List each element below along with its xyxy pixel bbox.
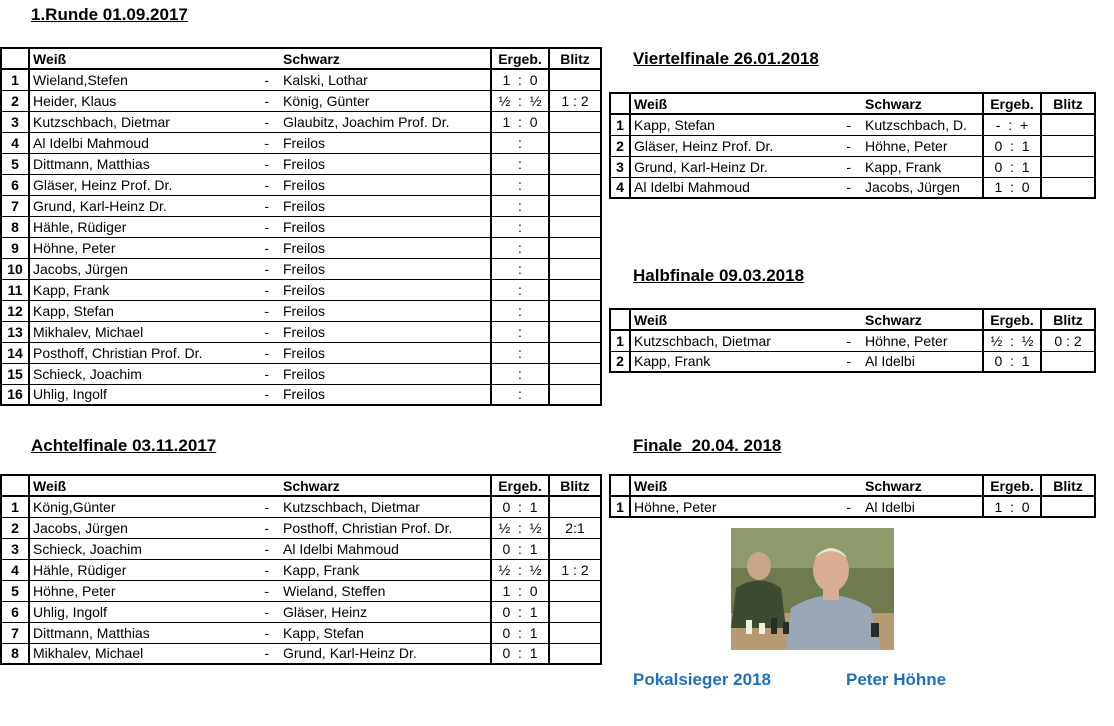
header-white: Weiß (630, 309, 843, 330)
result-score: ½ : ½ (983, 330, 1041, 351)
blitz-score (549, 132, 601, 153)
table-row (1, 132, 601, 153)
table-row (1, 496, 601, 517)
black-player: Posthoff, Christian Prof. Dr. (271, 517, 491, 538)
blitz-score (549, 538, 601, 559)
table-row (610, 496, 1095, 517)
black-player: Freilos (271, 216, 491, 237)
winner-photo (731, 528, 894, 650)
table-row (1, 622, 601, 643)
black-player: Jacobs, Jürgen (865, 179, 960, 196)
vs-dash: - (261, 300, 271, 321)
table-row (610, 351, 1095, 372)
vs-dash: - (261, 559, 271, 580)
heading-halbfinale: Halbfinale 09.03.2018 (633, 266, 805, 285)
row-number: 6 (1, 601, 29, 622)
header-dash (843, 93, 853, 114)
result-score: 0 : 1 (491, 622, 549, 643)
table-row (1, 363, 601, 384)
result-score: 0 : 1 (983, 135, 1041, 156)
white-player: Gläser, Heinz Prof. Dr. (29, 174, 261, 195)
table-finale (609, 474, 1096, 518)
blitz-score (549, 216, 601, 237)
row-number: 6 (1, 174, 29, 195)
row-number: 9 (1, 237, 29, 258)
result-score: : (491, 237, 549, 258)
black-player: Al Idelbi (865, 498, 915, 515)
winner-name: Peter Höhne (846, 670, 947, 689)
vs-dash: - (261, 237, 271, 258)
black-player: Freilos (271, 195, 491, 216)
white-player: Jacobs, Jürgen (29, 258, 261, 279)
blitz-score (549, 384, 601, 405)
vs-dash: - (261, 601, 271, 622)
row-number: 7 (1, 195, 29, 216)
white-player: Hähle, Rüdiger (29, 559, 261, 580)
black-player: Freilos (271, 258, 491, 279)
vs-dash: - (261, 195, 271, 216)
black-player: Al Idelbi (865, 353, 915, 370)
result-score: 1 : 0 (983, 177, 1041, 198)
blitz-score: 1 : 2 (549, 559, 601, 580)
header-num (1, 475, 29, 496)
blitz-score (549, 622, 601, 643)
table-header-row (610, 309, 1095, 330)
header-white: Weiß (630, 475, 843, 496)
header-result: Ergeb. (491, 475, 549, 496)
header-blitz: Blitz (1041, 475, 1095, 496)
blitz-score (549, 153, 601, 174)
row-number: 15 (1, 363, 29, 384)
blitz-score (549, 601, 601, 622)
black-player: Kapp, Frank (271, 559, 491, 580)
white-player: Höhne, Peter (634, 498, 717, 515)
result-score: : (491, 363, 549, 384)
table-row (1, 342, 601, 363)
blitz-score: 0 : 2 (1041, 330, 1095, 351)
table-row (610, 177, 1095, 198)
black-player: Freilos (271, 237, 491, 258)
table-header-row (1, 48, 601, 69)
black-player: Freilos (271, 279, 491, 300)
white-player: Grund, Karl-Heinz Dr. (630, 156, 843, 177)
vs-dash: - (261, 580, 271, 601)
blitz-score (549, 342, 601, 363)
result-score: 0 : 1 (491, 538, 549, 559)
row-number: 2 (610, 135, 630, 156)
white-player: Kapp, Frank (29, 279, 261, 300)
result-score: 1 : 0 (491, 580, 549, 601)
white-player: Schieck, Joachim (29, 538, 261, 559)
result-score: - : + (983, 114, 1041, 135)
white-player: Jacobs, Jürgen (29, 517, 261, 538)
header-blitz: Blitz (1041, 93, 1095, 114)
black-player: Glaubitz, Joachim Prof. Dr. (271, 111, 491, 132)
vs-dash: - (261, 496, 271, 517)
header-black: Schwarz (271, 48, 491, 69)
row-number: 7 (1, 622, 29, 643)
black-player: Wieland, Steffen (271, 580, 491, 601)
vs-dash: - (261, 321, 271, 342)
table-row (1, 216, 601, 237)
heading-achtelfinale: Achtelfinale 03.11.2017 (31, 436, 217, 455)
result-score: ½ : ½ (491, 559, 549, 580)
header-blitz: Blitz (1041, 309, 1095, 330)
header-num (610, 475, 630, 496)
blitz-score (549, 258, 601, 279)
table-row (610, 135, 1095, 156)
table-row (1, 321, 601, 342)
white-player: König,Günter (29, 496, 261, 517)
header-white: Weiß (29, 475, 261, 496)
table-row (1, 559, 601, 580)
black-player: Höhne, Peter (853, 330, 983, 351)
vs-dash: - (261, 363, 271, 384)
white-player: Grund, Karl-Heinz Dr. (29, 195, 261, 216)
white-player: Dittmann, Matthias (29, 622, 261, 643)
white-player: Uhlig, Ingolf (33, 386, 107, 403)
header-result: Ergeb. (491, 48, 549, 69)
row-number: 8 (1, 216, 29, 237)
white-player: Posthoff, Christian Prof. Dr. (29, 342, 261, 363)
blitz-score (1041, 156, 1095, 177)
blitz-score (549, 496, 601, 517)
black-player: Kalski, Lothar (271, 69, 491, 90)
vs-dash: - (846, 498, 851, 515)
vs-dash: - (261, 132, 271, 153)
vs-dash: - (843, 156, 853, 177)
blitz-score (549, 363, 601, 384)
blitz-score (549, 279, 601, 300)
black-player: Freilos (271, 363, 491, 384)
vs-dash: - (261, 69, 271, 90)
black-player: Freilos (283, 386, 326, 403)
vs-dash: - (261, 216, 271, 237)
result-score: ½ : ½ (491, 90, 549, 111)
white-player: Höhne, Peter (29, 237, 261, 258)
header-dash (843, 475, 853, 496)
header-black: Schwarz (853, 475, 983, 496)
result-score: : (491, 258, 549, 279)
blitz-score (549, 321, 601, 342)
table-row (1, 300, 601, 321)
black-player: Freilos (271, 174, 491, 195)
row-number: 1 (610, 114, 630, 135)
result-score: : (491, 174, 549, 195)
result-score: : (491, 342, 549, 363)
table-row (1, 384, 601, 405)
white-player: Kutzschbach, Dietmar (29, 111, 261, 132)
vs-dash: - (843, 114, 853, 135)
vs-dash: - (261, 90, 271, 111)
header-blitz: Blitz (549, 475, 601, 496)
white-player: Kutzschbach, Dietmar (630, 330, 843, 351)
blitz-score (549, 300, 601, 321)
row-number: 10 (1, 258, 29, 279)
blitz-score (1041, 351, 1095, 372)
white-player: Al Idelbi Mahmoud (634, 179, 750, 196)
header-white: Weiß (630, 93, 843, 114)
table-runde1 (0, 47, 602, 406)
row-number: 4 (1, 559, 29, 580)
heading-finale: Finale 20.04. 2018 (633, 436, 782, 455)
header-result: Ergeb. (983, 475, 1041, 496)
white-player: Mikhalev, Michael (29, 321, 261, 342)
row-number: 5 (1, 153, 29, 174)
row-number: 4 (1, 132, 29, 153)
blitz-score (549, 643, 601, 664)
vs-dash: - (261, 258, 271, 279)
result-score: : (491, 300, 549, 321)
header-result: Ergeb. (983, 309, 1041, 330)
table-row (1, 517, 601, 538)
white-player: Kapp, Stefan (630, 114, 843, 135)
heading-runde1: 1.Runde 01.09.2017 (31, 5, 188, 24)
black-player: Freilos (271, 321, 491, 342)
table-row (1, 279, 601, 300)
table-row (1, 580, 601, 601)
white-player: Wieland,Stefen (29, 69, 261, 90)
black-player: Kutzschbach, Dietmar (271, 496, 491, 517)
white-player: Hähle, Rüdiger (29, 216, 261, 237)
black-player: Freilos (271, 342, 491, 363)
header-num (610, 309, 630, 330)
result-score: 0 : 1 (491, 643, 549, 664)
white-player: Heider, Klaus (29, 90, 261, 111)
header-num (1, 48, 29, 69)
table-row (1, 195, 601, 216)
header-black: Schwarz (271, 475, 491, 496)
row-number: 11 (1, 279, 29, 300)
white-player: Kapp, Frank (634, 353, 711, 370)
result-score: : (491, 279, 549, 300)
table-row (1, 69, 601, 90)
white-player: Uhlig, Ingolf (29, 601, 261, 622)
table-row (610, 114, 1095, 135)
white-player: Mikhalev, Michael (33, 645, 144, 662)
heading-viertelfinale: Viertelfinale 26.01.2018 (633, 49, 819, 68)
blitz-score (549, 111, 601, 132)
vs-dash: - (846, 179, 851, 196)
table-header-row (610, 475, 1095, 496)
vs-dash: - (264, 645, 269, 662)
result-score: 1 : 0 (491, 111, 549, 132)
header-black: Schwarz (853, 93, 983, 114)
blitz-score (549, 195, 601, 216)
row-number: 3 (1, 111, 29, 132)
vs-dash: - (261, 279, 271, 300)
result-score: : (491, 321, 549, 342)
header-white: Weiß (29, 48, 261, 69)
row-number: 12 (1, 300, 29, 321)
blitz-score: 1 : 2 (549, 90, 601, 111)
table-header-row (1, 475, 601, 496)
black-player: Freilos (271, 153, 491, 174)
blitz-score (1041, 135, 1095, 156)
blitz-score (1041, 496, 1095, 517)
vs-dash: - (261, 153, 271, 174)
row-number: 2 (1, 517, 29, 538)
blitz-score (549, 174, 601, 195)
white-player: Al Idelbi Mahmoud (29, 132, 261, 153)
table-header-row (610, 93, 1095, 114)
row-number: 13 (1, 321, 29, 342)
row-number: 1 (1, 496, 29, 517)
result-score: : (491, 195, 549, 216)
vs-dash: - (261, 174, 271, 195)
header-dash (261, 48, 271, 69)
result-score: 1 : 0 (491, 69, 549, 90)
white-player: Kapp, Stefan (29, 300, 261, 321)
row-number: 1 (610, 496, 630, 517)
table-row (610, 330, 1095, 351)
table-row (1, 153, 601, 174)
vs-dash: - (843, 330, 853, 351)
table-achtelfinale (0, 474, 602, 665)
blitz-score (549, 237, 601, 258)
table-row (1, 90, 601, 111)
vs-dash: - (264, 386, 269, 403)
white-player: Schieck, Joachim (29, 363, 261, 384)
row-number: 4 (610, 177, 630, 198)
row-number: 16 (1, 384, 29, 405)
black-player: Freilos (271, 300, 491, 321)
table-viertelfinale (609, 92, 1096, 199)
vs-dash: - (261, 111, 271, 132)
blitz-score (549, 580, 601, 601)
black-player: Kapp, Frank (853, 156, 983, 177)
header-black: Schwarz (853, 309, 983, 330)
blitz-score (1041, 177, 1095, 198)
row-number: 1 (610, 330, 630, 351)
header-num (610, 93, 630, 114)
row-number: 8 (1, 643, 29, 664)
table-row (1, 643, 601, 664)
black-player: Kutzschbach, D. (853, 114, 983, 135)
result-score: : (491, 132, 549, 153)
result-score: 0 : 1 (491, 601, 549, 622)
black-player: Höhne, Peter (853, 135, 983, 156)
header-blitz: Blitz (549, 48, 601, 69)
row-number: 1 (1, 69, 29, 90)
vs-dash: - (261, 622, 271, 643)
table-row (1, 174, 601, 195)
header-dash (261, 475, 271, 496)
row-number: 3 (610, 156, 630, 177)
blitz-score (1041, 114, 1095, 135)
vs-dash: - (261, 538, 271, 559)
row-number: 2 (1, 90, 29, 111)
row-number: 5 (1, 580, 29, 601)
black-player: Gläser, Heinz (271, 601, 491, 622)
result-score: 0 : 1 (983, 156, 1041, 177)
row-number: 2 (610, 351, 630, 372)
blitz-score: 2:1 (549, 517, 601, 538)
result-score: : (491, 153, 549, 174)
vs-dash: - (846, 353, 851, 370)
table-row (1, 237, 601, 258)
result-score: ½ : ½ (491, 517, 549, 538)
header-result: Ergeb. (983, 93, 1041, 114)
black-player: König, Günter (271, 90, 491, 111)
result-score: 0 : 1 (491, 496, 549, 517)
result-score: 1 : 0 (983, 496, 1041, 517)
row-number: 14 (1, 342, 29, 363)
black-player: Kapp, Stefan (271, 622, 491, 643)
vs-dash: - (261, 342, 271, 363)
blitz-score (549, 69, 601, 90)
black-player: Grund, Karl-Heinz Dr. (283, 645, 417, 662)
white-player: Dittmann, Matthias (29, 153, 261, 174)
table-row (1, 258, 601, 279)
table-halbfinale (609, 308, 1096, 373)
result-score: : (491, 216, 549, 237)
header-dash (843, 309, 853, 330)
vs-dash: - (843, 135, 853, 156)
white-player: Höhne, Peter (29, 580, 261, 601)
winner-label: Pokalsieger 2018 (633, 670, 771, 689)
black-player: Al Idelbi Mahmoud (271, 538, 491, 559)
vs-dash: - (261, 517, 271, 538)
table-row (1, 601, 601, 622)
row-number: 3 (1, 538, 29, 559)
white-player: Gläser, Heinz Prof. Dr. (630, 135, 843, 156)
result-score: 0 : 1 (983, 351, 1041, 372)
table-row (610, 156, 1095, 177)
result-score: : (491, 384, 549, 405)
black-player: Freilos (271, 132, 491, 153)
table-row (1, 111, 601, 132)
table-row (1, 538, 601, 559)
